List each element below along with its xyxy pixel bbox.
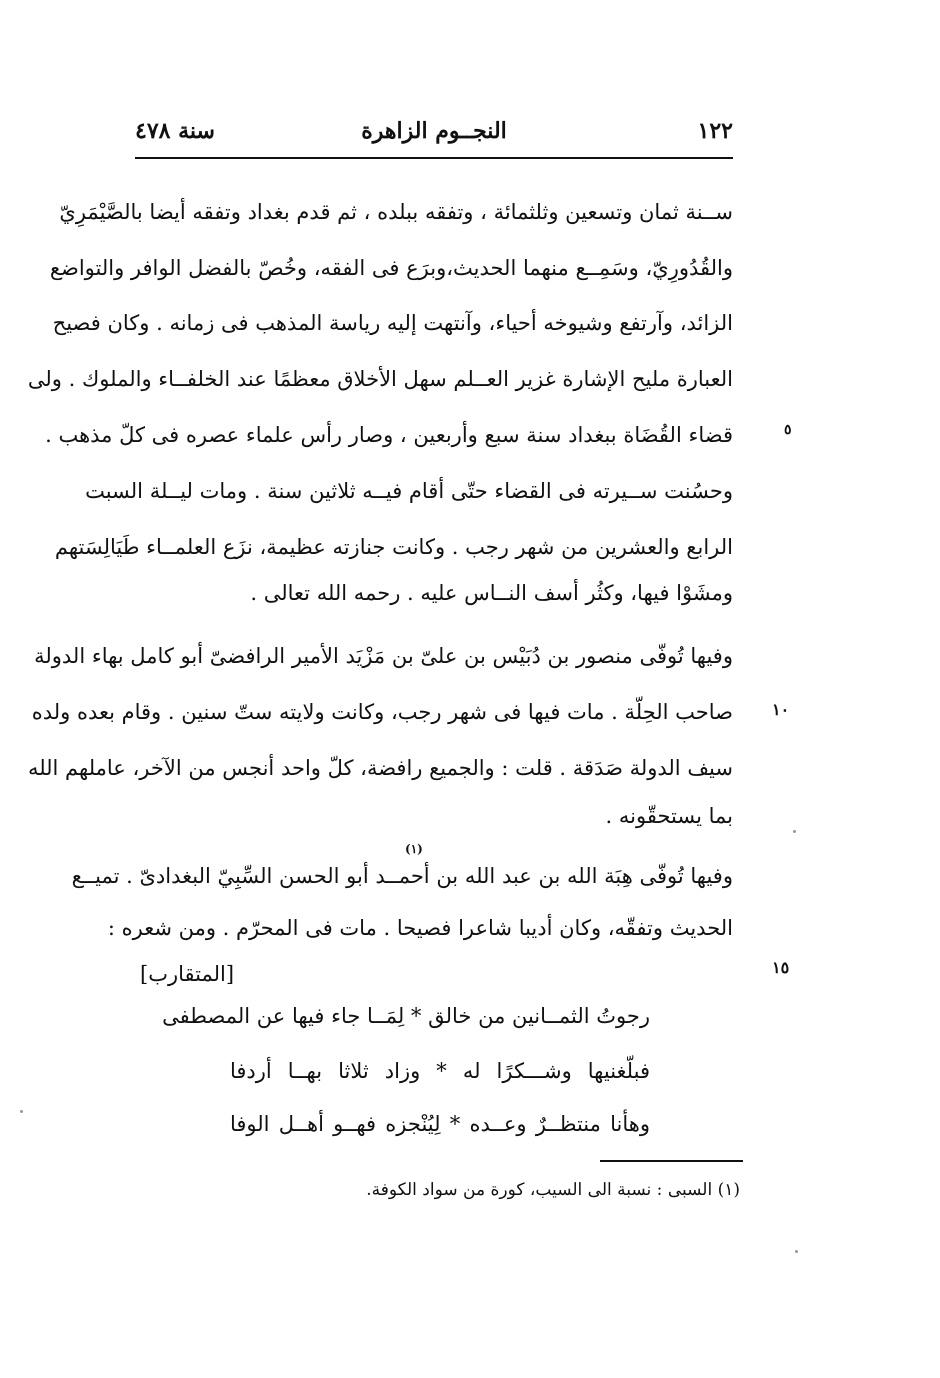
text-line: بما يستحقّونه .: [605, 804, 733, 828]
footnote-rule: [600, 1160, 743, 1162]
footnote-text: (١) السبى : نسبة الى السيب، كورة من سواد الكوفة.: [366, 1180, 740, 1200]
print-speck: [20, 1110, 23, 1113]
text-line: الرابع والعشرين من شهر رجب . وكانت جنازته عظيمة، نزَع العلمــاء طَيَالِسَتهم: [54, 535, 733, 559]
text-line: والقُدُورِيّ، وسَمِــع منهما الحديث،وبرَع فى الفقه، وخُصّ بالفضل الوافر والتواضع: [49, 256, 733, 280]
running-header: [135, 118, 733, 158]
print-speck: [793, 830, 796, 833]
footnote-marker: (١): [405, 842, 423, 856]
text-line: قضاء القُضَاة ببغداد سنة سبع وأربعين ، وصار رأس علماء عصره فى كلّ مذهب .: [45, 423, 733, 447]
text-line: وحسُنت ســيرته فى القضاء حتّى أقام فيــه ثلاثين سنة . ومات ليــلة السبت: [85, 479, 733, 503]
text-line: صاحب الحِلّة . مات فيها فى شهر رجب، وكانت ولايته ستّ سنين . وقام بعده ولده: [31, 700, 733, 724]
margin-line-number: ١٠: [772, 700, 790, 719]
text-line: وفيها تُوفّى هِبَة الله بن عبد الله بن أحمــد أبو الحسن السِّبِيّ البغدادىّ . تميــع: [71, 864, 733, 888]
text-line: العبارة مليح الإشارة غزير العــلم سهل الأخلاق معظمًا عند الخلفــاء والملوك . ولى: [27, 367, 733, 391]
text-line: وفيها تُوفّى منصور بن دُبَيْس بن علىّ بن مَزْيَد الأمير الرافضىّ أبو كامل بهاء الدولة: [34, 644, 733, 668]
poem-meter: [المتقارب]: [140, 962, 235, 986]
header-rule: [135, 157, 733, 159]
print-speck: [795, 1250, 798, 1253]
text-line: ســنة ثمان وتسعين وثلثمائة ، وتفقه ببلده ، ثم قدم بغداد وتفقه أيضا بالصَّيْمَرِيّ: [59, 200, 733, 224]
poem-verse: فبلّغنيها وشـــكرًا له * وزاد ثلاثا بهــا أردفا: [230, 1059, 650, 1083]
page-number: ١٢٢: [697, 118, 733, 144]
text-line: سيف الدولة صَدَقة . قلت : والجميع رافضة، كلّ واحد أنجس من الآخر، عاملهم الله: [27, 756, 733, 780]
poem-verse: وهأنا منتظــرٌ وعــده * لِيُنْجزه فهــو أهــل الوفا: [230, 1112, 650, 1136]
poem-verse: رجوتُ الثمــانين من خالق * لِمَــا جاء فيها عن المصطفى: [162, 1004, 650, 1028]
text-line: الحديث وتفقّه، وكان أديبا شاعرا فصيحا . مات فى المحرّم . ومن شعره :: [107, 916, 733, 940]
running-title: النجــوم الزاهرة: [361, 118, 507, 144]
text-line: ومشَوْا فيها، وكثُر أسف النــاس عليه . رحمه الله تعالى .: [250, 581, 733, 605]
margin-line-number: ٥: [784, 422, 792, 438]
margin-line-number: ١٥: [772, 958, 790, 977]
text-line: الزائد، وآرتفع وشيوخه أحياء، وآنتهت إليه رياسة المذهب فى زمانه . وكان فصيح: [52, 311, 733, 335]
year-label: سنة ٤٧٨: [135, 118, 215, 144]
